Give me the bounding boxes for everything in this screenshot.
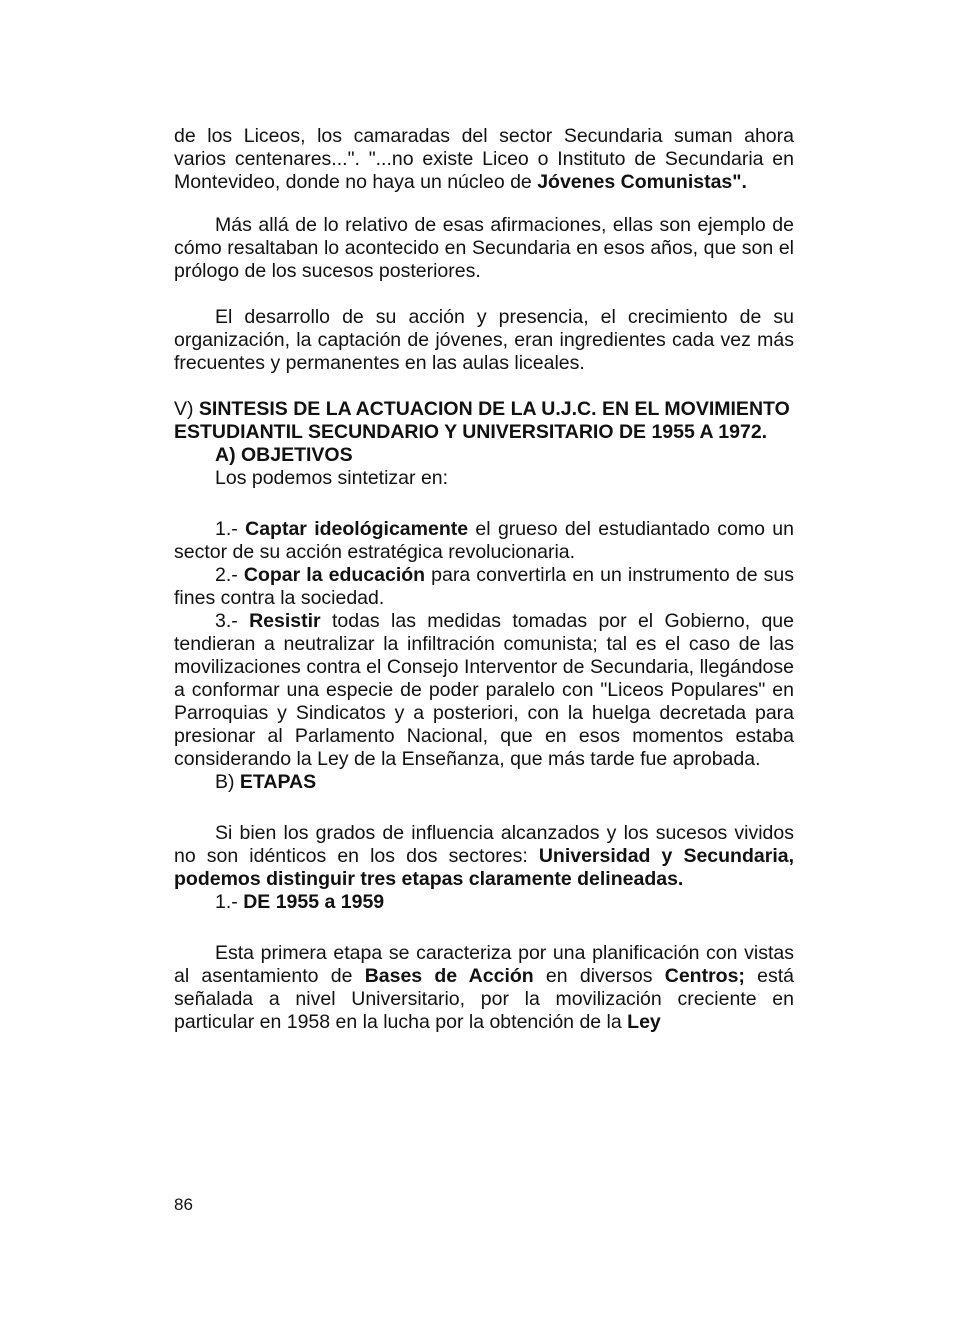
etapa-1-paragraph [174, 942, 794, 1034]
page-number: 86 [174, 1195, 193, 1214]
objetivos-heading [174, 444, 794, 467]
etapa-1-bold-2: Centros; [664, 965, 745, 987]
paragraph-1 [174, 125, 794, 194]
paragraph-2: Más allá de lo relativo de esas afirmaciones, ellas son ejemplo de cómo resaltaban lo acontecido en Secundaria en esos años, que son el prólogo de los sucesos posteriores. [174, 214, 794, 282]
etapas-intro [174, 822, 794, 891]
etapa-1-heading [174, 891, 794, 914]
etapa-1-text-2: en diversos [533, 965, 665, 987]
list-item [174, 610, 794, 771]
etapa-1-title: DE 1955 a 1959 [243, 891, 385, 913]
body-text [174, 125, 794, 1034]
etapa-1-text-1: Esta primera etapa se caracteriza por una planificación con vistas al asentamiento de [174, 942, 794, 987]
etapas-heading-prefix: B) [215, 771, 240, 793]
etapa-1-bold-1: Bases de Acción [364, 965, 534, 987]
objetivos-heading-text: A) OBJETIVOS [215, 444, 353, 466]
list-item-text: para convertirla en un instrumento de sus fines contra la sociedad. [174, 564, 794, 609]
etapa-1-bold-3: Ley [627, 1011, 661, 1033]
etapas-intro-text: Si bien los grados de influencia alcanzados y los sucesos vividos no son idénticos en los dos sectores: [174, 822, 794, 867]
etapas-heading-text: ETAPAS [239, 771, 317, 793]
list-item-bold: Resistir [249, 610, 321, 632]
objetivos-list [174, 518, 794, 771]
list-item-text: todas las medidas tomadas por el Gobierno, que tendieran a neutralizar la infiltración comunista; tal es el caso de las movilizaciones contra el Consejo Interventor de Secundaria, llegándose a conformar una especie de poder paralelo con "Liceos Populares" en Parroquias y Sindicatos y a posteriori, con la huelga decretada para presionar al Parlamento Nacional, que en esos momentos estaba considerando la Ley de la Enseñanza, que más tarde fue aprobada. [174, 610, 794, 770]
section-v-prefix: V) [174, 398, 199, 420]
objetivos-intro: Los podemos sintetizar en: [215, 467, 449, 489]
list-item-number: 3.- [215, 610, 250, 632]
etapa-1-text-3: está señalada a nivel Universitario, por la movilización creciente en particular en 1958 en la lucha por la obtención de la [174, 965, 795, 1033]
paragraph-1-text: de los Liceos, los camaradas del sector Secundaria suman ahora varios centenares...". "...no existe Liceo o Instituto de Secundaria en Montevideo, donde no haya un núcleo de [174, 125, 794, 193]
paragraph-1-bold: Jóvenes Comunistas". [537, 171, 747, 193]
etapas-heading [174, 771, 794, 794]
section-v-heading [174, 398, 794, 444]
section-v-title: SINTESIS DE LA ACTUACION DE LA U.J.C. EN EL MOVIMIENTO ESTUDIANTIL SECUNDARIO Y UNIVERSITARIO DE 1955 A 1972. [174, 398, 790, 443]
paragraph-3: El desarrollo de su acción y presencia, el crecimiento de su organización, la captación de jóvenes, eran ingredientes cada vez más frecuentes y permanentes en las aulas liceales. [174, 306, 794, 374]
list-item-text: el grueso del estudiantado como un sector de su acción estratégica revolucionaria. [174, 518, 794, 563]
list-item [174, 518, 794, 564]
etapa-1-prefix: 1.- [215, 891, 244, 913]
list-item [174, 564, 794, 610]
list-item-number: 2.- [215, 564, 244, 586]
list-item-bold: Copar la educación [243, 564, 426, 586]
etapas-intro-bold: Universidad y Secundaria, podemos distinguir tres etapas claramente delineadas. [174, 845, 794, 890]
list-item-bold: Captar ideológicamente [245, 518, 469, 540]
list-item-number: 1.- [215, 518, 246, 540]
